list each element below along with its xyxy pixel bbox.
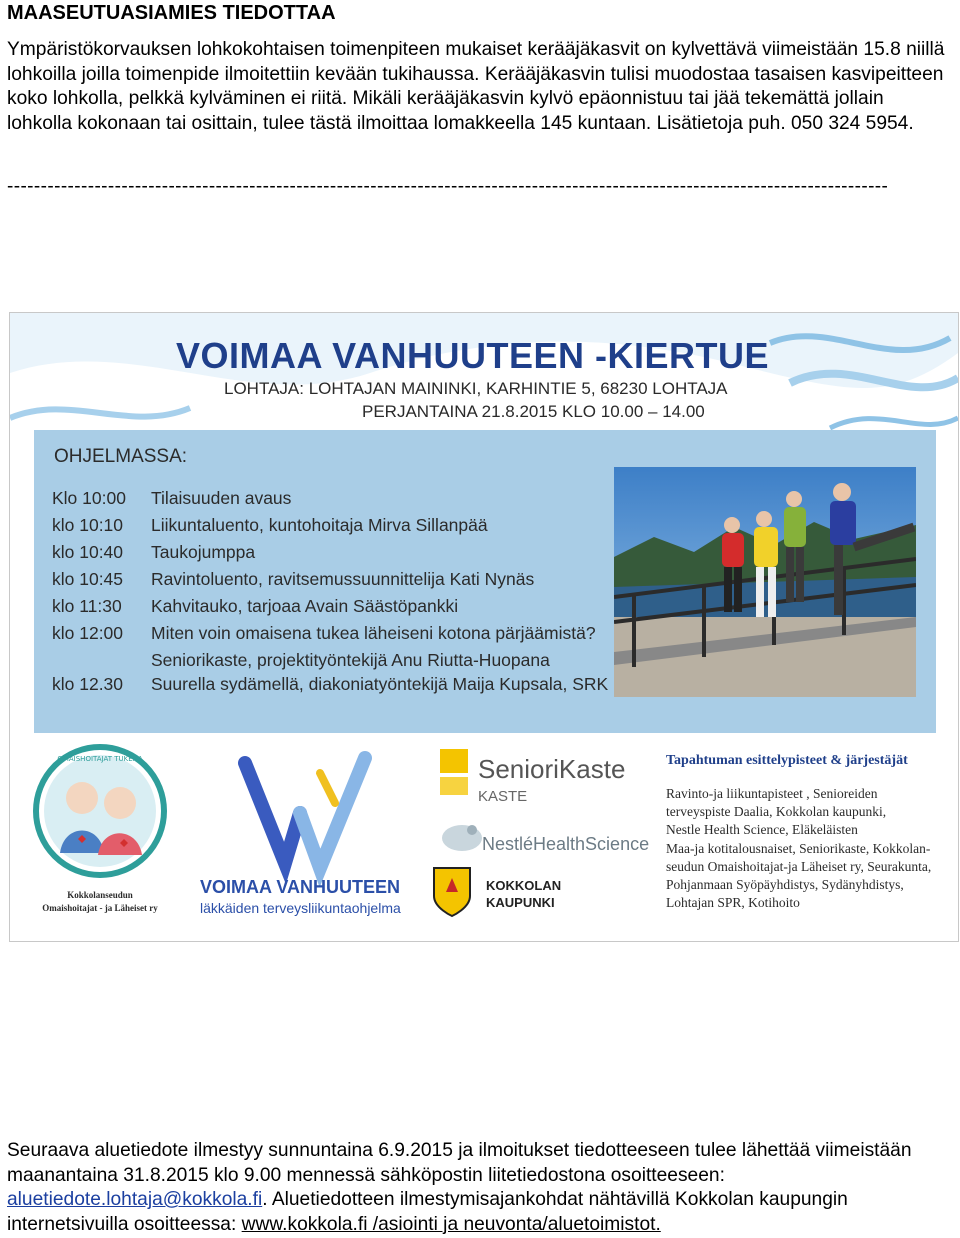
separator-line: -----------------------------------------------------------------------------------------------------------------------------------	[7, 176, 889, 197]
program-desc: Seniorikaste, projektityöntekijä Anu Riutta-Huopana	[151, 650, 550, 670]
program-item	[52, 650, 612, 674]
program-desc: Suurella sydämellä, diakoniatyöntekijä Maija Kupsala, SRK	[151, 674, 609, 694]
sponsor-line: Pohjanmaan Syöpäyhdistys, Sydänyhdistys,	[666, 877, 904, 893]
omaishoitajat-logo	[30, 743, 170, 928]
program-desc: Kahvitauko, tarjoaa Avain Säästöpankki	[151, 596, 459, 616]
program-desc: Liikuntaluento, kuntohoitaja Mirva Sillanpää	[151, 515, 488, 535]
program-time: klo 11:30	[52, 596, 122, 616]
poster-location: LOHTAJA: LOHTAJAN MAININKI, KARHINTIE 5, 68230 LOHTAJA	[224, 379, 728, 398]
program-item	[52, 674, 612, 701]
program-time: klo 12.30	[52, 674, 124, 694]
svg-text:KASTE: KASTE	[478, 788, 528, 805]
voimaa-vanhuuteen-logo	[190, 743, 430, 928]
wave-decoration	[10, 313, 958, 443]
svg-text:NestléHealthScience: NestléHealthScience	[482, 834, 650, 854]
program-item	[52, 488, 612, 515]
program-desc: Ravintoluento, ravitsemussuunnittelija Kati Nynäs	[151, 569, 535, 589]
program-heading: OHJELMASSA:	[54, 446, 188, 467]
svg-text:KOKKOLAN: KOKKOLAN	[486, 878, 562, 893]
program-desc: Taukojumppa	[151, 542, 256, 562]
email-link[interactable]: aluetiedote.lohtaja@kokkola.fi	[7, 1189, 263, 1211]
footer-paragraph	[7, 1139, 952, 1237]
sponsor-line: Maa-ja kotitalousnaiset, Seniorikaste, Kokkolan-	[666, 840, 931, 856]
svg-text:VOIMAA VANHUUTEEN: VOIMAA VANHUUTEEN	[200, 877, 401, 897]
event-poster	[9, 312, 959, 942]
poster-date: PERJANTAINA 21.8.2015 KLO 10.00 – 14.00	[362, 402, 705, 421]
program-time: klo 10:45	[52, 569, 124, 589]
program-desc: Miten voin omaisena tukea läheiseni kotona pärjäämistä?	[151, 623, 596, 643]
seniors-exercise-photo	[614, 467, 916, 697]
program-time: klo 10:40	[52, 542, 124, 562]
sponsor-line: seudun Omaishoitajat-ja Läheiset ry, Seurakunta,	[666, 858, 932, 874]
kokkola-city-logo	[430, 863, 590, 923]
sponsor-line: Nestle Health Science, Eläkeläisten	[666, 822, 858, 838]
program-time: klo 10:10	[52, 515, 124, 535]
svg-text:OMAISHOITAJAT TUKENA: OMAISHOITAJAT TUKENA	[57, 755, 143, 763]
footer-text-1: Seuraava aluetiedote ilmestyy sunnuntaina 6.9.2015 ja ilmoitukset tiedotteeseen tulee lähettää viimeistään maanantaina 31.8.2015 klo 9.00 mennessä sähköpostin liitetiedostona osoitteeseen:	[7, 1140, 912, 1186]
sponsor-line: terveyspiste Daalia, Kokkolan kaupunki,	[666, 804, 887, 820]
svg-text:SenioriKaste: SenioriKaste	[478, 754, 626, 784]
svg-text:KAUPUNKI: KAUPUNKI	[486, 895, 555, 910]
sponsors-list	[666, 785, 946, 912]
program-item	[52, 623, 612, 650]
page-heading: MAASEUTUASIAMIES TIEDOTTAA	[7, 2, 336, 24]
footer-text-2: . Aluetiedotteen ilmestymisajankohdat nähtävillä Kokkolan kaupungin internetsivuilla osoitteessa:	[7, 1189, 848, 1235]
seniorikaste-logo	[430, 743, 660, 818]
svg-text:Kokkolanseudun: Kokkolanseudun	[67, 890, 133, 900]
intro-paragraph: Ympäristökorvauksen lohkokohtaisen toimenpiteen mukaiset kerääjäkasvit on kylvettävä viimeistään 15.8 niillä lohkoilla joilla toimenpide ilmoitettiin kevään tukihaussa. Kerääjäkasvin tulisi muodostaa tasaisen kasvipeitteen koko lohkolla, pelkkä kylväminen ei riitä. Mikäli kerääjäkasvin kylvö epäonnistuu tai jää tekemättä jollain lohkolla kokonaan tai osittain, tulee tästä ilmoittaa lomakkeella 145 kuntaan. Lisätietoja puh. 050 324 5954.	[7, 39, 945, 134]
program-item	[52, 542, 612, 569]
program-list	[52, 488, 612, 701]
website-link[interactable]: www.kokkola.fi /asiointi ja neuvonta/aluetoimistot.	[241, 1213, 661, 1235]
sponsor-line: Lohtajan SPR, Kotihoito	[666, 895, 800, 911]
program-item	[52, 596, 612, 623]
nestle-health-science-logo	[430, 818, 660, 863]
program-item	[52, 569, 612, 596]
program-item	[52, 515, 612, 542]
poster-title: VOIMAA VANHUUTEEN -KIERTUE	[176, 335, 770, 376]
sponsors-title: Tapahtuman esittelypisteet & järjestäjät	[666, 753, 908, 768]
program-desc: Tilaisuuden avaus	[151, 488, 292, 508]
sponsor-line: Ravinto-ja liikuntapisteet , Senioreiden	[666, 786, 878, 801]
svg-text:läkkäiden terveysliikuntaohjel: läkkäiden terveysliikuntaohjelma	[200, 900, 401, 916]
program-box	[34, 430, 936, 733]
svg-text:Omaishoitajat - ja Läheiset ry: Omaishoitajat - ja Läheiset ry	[42, 903, 158, 913]
program-time: Klo 10:00	[52, 488, 126, 508]
program-time: klo 12:00	[52, 623, 124, 643]
